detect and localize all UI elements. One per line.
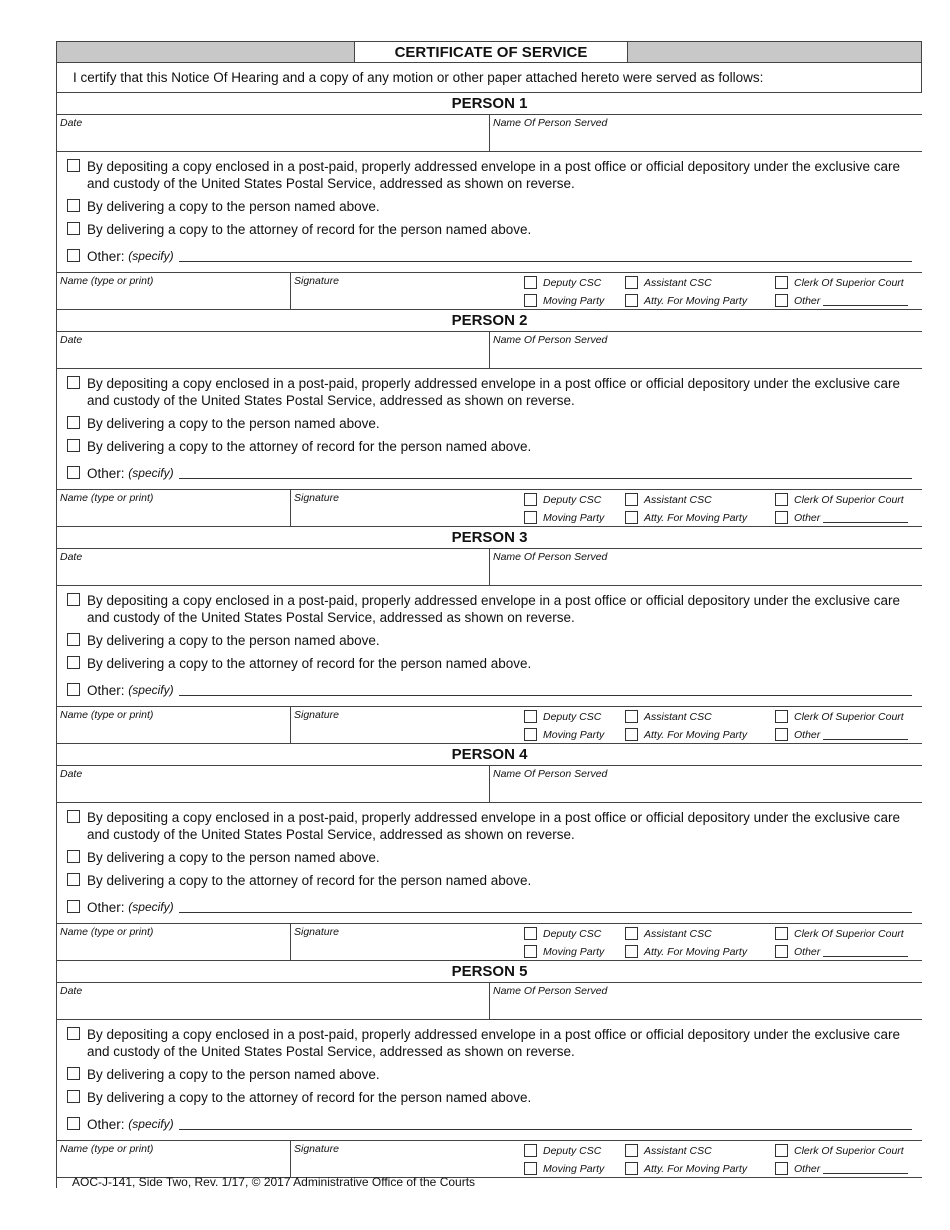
role-moving-party-label: Moving Party (543, 294, 605, 307)
role-assistant-label: Assistant CSC (644, 276, 712, 289)
clerk-checkbox[interactable] (775, 276, 788, 289)
role-other-checkbox[interactable] (775, 1162, 788, 1175)
role-moving-party (524, 1162, 604, 1175)
date-label: Date (60, 985, 83, 997)
mail-checkbox[interactable] (67, 376, 80, 389)
moving-party-checkbox[interactable] (524, 511, 537, 524)
service-options (56, 1020, 922, 1140)
role-assistant (625, 493, 712, 506)
role-moving-party (524, 945, 604, 958)
person-section (56, 961, 922, 1178)
role-deputy-label: Deputy CSC (543, 927, 602, 940)
date-label: Date (60, 768, 83, 780)
name-served-field[interactable] (490, 332, 922, 368)
role-clerk-label: Clerk Of Superior Court (794, 927, 904, 940)
name-served-field[interactable] (490, 983, 922, 1019)
date-field[interactable] (57, 115, 490, 151)
option-deliver-attorney-label: By delivering a copy to the attorney of record for the person named above. (87, 222, 532, 237)
option-deliver-attorney-label: By delivering a copy to the attorney of record for the person named above. (87, 439, 532, 454)
name-served-label: Name Of Person Served (493, 768, 608, 780)
atty-moving-checkbox[interactable] (625, 1162, 638, 1175)
role-moving-party-label: Moving Party (543, 728, 605, 741)
role-deputy-label: Deputy CSC (543, 276, 602, 289)
name-served-field[interactable] (490, 115, 922, 151)
option-deliver-person-label: By delivering a copy to the person named above. (87, 633, 380, 648)
role-other-label: Other (794, 1162, 821, 1175)
specify-label: (specify) (128, 249, 174, 263)
signature-field[interactable] (291, 490, 524, 526)
option-other (67, 1116, 912, 1133)
role-clerk-label: Clerk Of Superior Court (794, 493, 904, 506)
role-deputy-label: Deputy CSC (543, 710, 602, 723)
role-other-label: Other (794, 511, 821, 524)
role-moving-party (524, 728, 604, 741)
service-options (56, 803, 922, 923)
option-mail-label: By depositing a copy enclosed in a post-paid, properly addressed envelope in a post office or official depository under the exclusive care and custody of the United States Postal Service, addressed as shown on reverse. (87, 376, 900, 408)
date-field[interactable] (57, 332, 490, 368)
role-moving-party (524, 511, 604, 524)
name-print-field[interactable] (57, 707, 291, 743)
role-deputy-label: Deputy CSC (543, 1144, 602, 1157)
role-options (524, 1141, 922, 1177)
assistant-checkbox[interactable] (625, 1144, 638, 1157)
option-deliver-attorney-label: By delivering a copy to the attorney of record for the person named above. (87, 656, 532, 671)
signature-row (56, 272, 922, 310)
deliver-person-checkbox[interactable] (67, 416, 80, 429)
mail-checkbox[interactable] (67, 1027, 80, 1040)
role-other-input[interactable] (823, 730, 908, 740)
option-mail (67, 158, 907, 192)
name-print-label: Name (type or print) (60, 492, 154, 504)
role-other-checkbox[interactable] (775, 511, 788, 524)
role-moving-party-label: Moving Party (543, 1162, 605, 1175)
assistant-checkbox[interactable] (625, 927, 638, 940)
date-field[interactable] (57, 983, 490, 1019)
role-clerk (775, 493, 904, 506)
signature-label: Signature (294, 926, 339, 938)
moving-party-checkbox[interactable] (524, 294, 537, 307)
role-assistant (625, 276, 712, 289)
option-deliver-attorney (67, 438, 531, 455)
date-name-row (56, 983, 922, 1020)
name-print-field[interactable] (57, 924, 291, 960)
role-deputy (524, 710, 601, 723)
form-footer: AOC-J-141, Side Two, Rev. 1/17, © 2017 Administrative Office of the Courts (56, 1158, 475, 1188)
option-other (67, 248, 912, 265)
deputy-checkbox[interactable] (524, 927, 537, 940)
header-shade-left (57, 42, 355, 62)
role-atty-moving-label: Atty. For Moving Party (644, 511, 748, 524)
date-label: Date (60, 334, 83, 346)
deliver-attorney-checkbox[interactable] (67, 656, 80, 669)
role-deputy (524, 1144, 601, 1157)
atty-moving-checkbox[interactable] (625, 294, 638, 307)
option-deliver-person (67, 415, 380, 432)
option-other-label: Other: (87, 249, 125, 264)
role-other (775, 945, 908, 958)
option-deliver-attorney (67, 1089, 531, 1106)
moving-party-checkbox[interactable] (524, 728, 537, 741)
role-moving-party-label: Moving Party (543, 511, 605, 524)
role-other (775, 1162, 908, 1175)
option-deliver-attorney-label: By delivering a copy to the attorney of record for the person named above. (87, 873, 532, 888)
certify-statement: I certify that this Notice Of Hearing and a copy of any motion or other paper attached hereto were served as follows: (56, 63, 922, 93)
option-deliver-person-label: By delivering a copy to the person named above. (87, 199, 380, 214)
name-print-label: Name (type or print) (60, 709, 154, 721)
option-deliver-person-label: By delivering a copy to the person named above. (87, 850, 380, 865)
signature-field[interactable] (291, 924, 524, 960)
name-served-field[interactable] (490, 549, 922, 585)
name-served-label: Name Of Person Served (493, 117, 608, 129)
atty-moving-checkbox[interactable] (625, 728, 638, 741)
deliver-person-checkbox[interactable] (67, 633, 80, 646)
role-deputy-label: Deputy CSC (543, 493, 602, 506)
deliver-attorney-checkbox[interactable] (67, 222, 80, 235)
name-print-field[interactable] (57, 490, 291, 526)
persons-list (56, 93, 922, 1178)
deliver-attorney-checkbox[interactable] (67, 439, 80, 452)
option-mail-label: By depositing a copy enclosed in a post-paid, properly addressed envelope in a post office or official depository under the exclusive care and custody of the United States Postal Service, addressed as shown on reverse. (87, 159, 900, 191)
role-other-input[interactable] (823, 296, 908, 306)
role-options (524, 924, 922, 960)
role-atty-moving-label: Atty. For Moving Party (644, 945, 748, 958)
name-print-field[interactable] (57, 273, 291, 309)
date-name-row (56, 332, 922, 369)
mail-checkbox[interactable] (67, 159, 80, 172)
option-deliver-attorney (67, 655, 531, 672)
role-clerk-label: Clerk Of Superior Court (794, 276, 904, 289)
name-served-label: Name Of Person Served (493, 551, 608, 563)
other-checkbox[interactable] (67, 683, 80, 696)
deliver-attorney-checkbox[interactable] (67, 873, 80, 886)
role-atty-moving (625, 294, 747, 307)
service-options (56, 369, 922, 489)
signature-row (56, 489, 922, 527)
other-checkbox[interactable] (67, 249, 80, 262)
service-options (56, 152, 922, 272)
role-clerk-label: Clerk Of Superior Court (794, 1144, 904, 1157)
role-clerk (775, 927, 904, 940)
page-title: CERTIFICATE OF SERVICE (355, 42, 628, 62)
header-shade-right (628, 42, 921, 62)
person-title: PERSON 5 (56, 961, 922, 983)
person-section (56, 744, 922, 961)
name-print-label: Name (type or print) (60, 275, 154, 287)
deputy-checkbox[interactable] (524, 493, 537, 506)
option-mail-label: By depositing a copy enclosed in a post-paid, properly addressed envelope in a post office or official depository under the exclusive care and custody of the United States Postal Service, addressed as shown on reverse. (87, 1027, 900, 1059)
role-other-label: Other (794, 728, 821, 741)
person-title: PERSON 2 (56, 310, 922, 332)
signature-row (56, 923, 922, 961)
other-checkbox[interactable] (67, 1117, 80, 1130)
other-checkbox[interactable] (67, 466, 80, 479)
other-checkbox[interactable] (67, 900, 80, 913)
role-other-checkbox[interactable] (775, 945, 788, 958)
option-deliver-person (67, 849, 380, 866)
deputy-checkbox[interactable] (524, 710, 537, 723)
role-assistant-label: Assistant CSC (644, 1144, 712, 1157)
option-deliver-attorney (67, 872, 531, 889)
role-assistant (625, 1144, 712, 1157)
role-atty-moving (625, 945, 747, 958)
option-other-label: Other: (87, 900, 125, 915)
option-other-label: Other: (87, 1117, 125, 1132)
other-specify-input[interactable] (179, 899, 912, 913)
role-atty-moving-label: Atty. For Moving Party (644, 728, 748, 741)
option-deliver-person (67, 198, 380, 215)
role-atty-moving-label: Atty. For Moving Party (644, 1162, 748, 1175)
assistant-checkbox[interactable] (625, 710, 638, 723)
deliver-person-checkbox[interactable] (67, 850, 80, 863)
option-mail (67, 592, 907, 626)
role-other-input[interactable] (823, 513, 908, 523)
option-deliver-person-label: By delivering a copy to the person named above. (87, 416, 380, 431)
role-other-checkbox[interactable] (775, 294, 788, 307)
person-section (56, 310, 922, 527)
role-clerk-label: Clerk Of Superior Court (794, 710, 904, 723)
role-assistant-label: Assistant CSC (644, 927, 712, 940)
moving-party-checkbox[interactable] (524, 1162, 537, 1175)
specify-label: (specify) (128, 1117, 174, 1131)
clerk-checkbox[interactable] (775, 493, 788, 506)
option-other (67, 899, 912, 916)
role-other-input[interactable] (823, 947, 908, 957)
deliver-person-checkbox[interactable] (67, 1067, 80, 1080)
deliver-attorney-checkbox[interactable] (67, 1090, 80, 1103)
specify-label: (specify) (128, 466, 174, 480)
person-section (56, 527, 922, 744)
deliver-person-checkbox[interactable] (67, 199, 80, 212)
role-assistant (625, 710, 712, 723)
specify-label: (specify) (128, 683, 174, 697)
option-mail (67, 809, 907, 843)
mail-checkbox[interactable] (67, 593, 80, 606)
moving-party-checkbox[interactable] (524, 945, 537, 958)
signature-label: Signature (294, 709, 339, 721)
deputy-checkbox[interactable] (524, 276, 537, 289)
signature-label: Signature (294, 492, 339, 504)
option-other-label: Other: (87, 683, 125, 698)
signature-field[interactable] (291, 273, 524, 309)
role-other-label: Other (794, 294, 821, 307)
role-other-input[interactable] (823, 1164, 908, 1174)
date-name-row (56, 115, 922, 152)
role-other-label: Other (794, 945, 821, 958)
option-deliver-person-label: By delivering a copy to the person named above. (87, 1067, 380, 1082)
signature-label: Signature (294, 1143, 339, 1155)
role-options (524, 707, 922, 743)
other-specify-input[interactable] (179, 1116, 912, 1130)
person-title: PERSON 4 (56, 744, 922, 766)
role-other-checkbox[interactable] (775, 728, 788, 741)
person-title: PERSON 1 (56, 93, 922, 115)
role-atty-moving (625, 1162, 747, 1175)
option-deliver-attorney-label: By delivering a copy to the attorney of record for the person named above. (87, 1090, 532, 1105)
option-deliver-attorney (67, 221, 531, 238)
role-clerk (775, 1144, 904, 1157)
name-served-label: Name Of Person Served (493, 985, 608, 997)
role-other (775, 728, 908, 741)
signature-field[interactable] (291, 707, 524, 743)
option-other (67, 682, 912, 699)
assistant-checkbox[interactable] (625, 493, 638, 506)
role-other (775, 294, 908, 307)
clerk-checkbox[interactable] (775, 710, 788, 723)
role-moving-party (524, 294, 604, 307)
option-deliver-person (67, 632, 380, 649)
role-options (524, 273, 922, 309)
role-atty-moving-label: Atty. For Moving Party (644, 294, 748, 307)
option-other (67, 465, 912, 482)
role-deputy (524, 927, 601, 940)
assistant-checkbox[interactable] (625, 276, 638, 289)
role-moving-party-label: Moving Party (543, 945, 605, 958)
role-assistant-label: Assistant CSC (644, 710, 712, 723)
deputy-checkbox[interactable] (524, 1144, 537, 1157)
option-mail (67, 1026, 907, 1060)
option-mail-label: By depositing a copy enclosed in a post-paid, properly addressed envelope in a post office or official depository under the exclusive care and custody of the United States Postal Service, addressed as shown on reverse. (87, 810, 900, 842)
name-served-field[interactable] (490, 766, 922, 802)
signature-row (56, 706, 922, 744)
role-options (524, 490, 922, 526)
name-served-label: Name Of Person Served (493, 334, 608, 346)
specify-label: (specify) (128, 900, 174, 914)
clerk-checkbox[interactable] (775, 927, 788, 940)
option-mail (67, 375, 907, 409)
atty-moving-checkbox[interactable] (625, 945, 638, 958)
option-other-label: Other: (87, 466, 125, 481)
date-name-row (56, 766, 922, 803)
form-header (56, 41, 922, 63)
role-clerk (775, 710, 904, 723)
signature-label: Signature (294, 275, 339, 287)
service-options (56, 586, 922, 706)
role-deputy (524, 493, 601, 506)
date-label: Date (60, 551, 83, 563)
role-clerk (775, 276, 904, 289)
person-title: PERSON 3 (56, 527, 922, 549)
clerk-checkbox[interactable] (775, 1144, 788, 1157)
role-other (775, 511, 908, 524)
role-deputy (524, 276, 601, 289)
date-field[interactable] (57, 549, 490, 585)
name-print-label: Name (type or print) (60, 1143, 154, 1155)
role-atty-moving (625, 728, 747, 741)
option-mail-label: By depositing a copy enclosed in a post-paid, properly addressed envelope in a post office or official depository under the exclusive care and custody of the United States Postal Service, addressed as shown on reverse. (87, 593, 900, 625)
mail-checkbox[interactable] (67, 810, 80, 823)
option-deliver-person (67, 1066, 380, 1083)
name-print-label: Name (type or print) (60, 926, 154, 938)
role-assistant-label: Assistant CSC (644, 493, 712, 506)
atty-moving-checkbox[interactable] (625, 511, 638, 524)
date-field[interactable] (57, 766, 490, 802)
date-name-row (56, 549, 922, 586)
certificate-form (56, 41, 922, 1178)
other-specify-input[interactable] (179, 465, 912, 479)
role-assistant (625, 927, 712, 940)
other-specify-input[interactable] (179, 248, 912, 262)
role-atty-moving (625, 511, 747, 524)
person-section (56, 93, 922, 310)
date-label: Date (60, 117, 83, 129)
other-specify-input[interactable] (179, 682, 912, 696)
